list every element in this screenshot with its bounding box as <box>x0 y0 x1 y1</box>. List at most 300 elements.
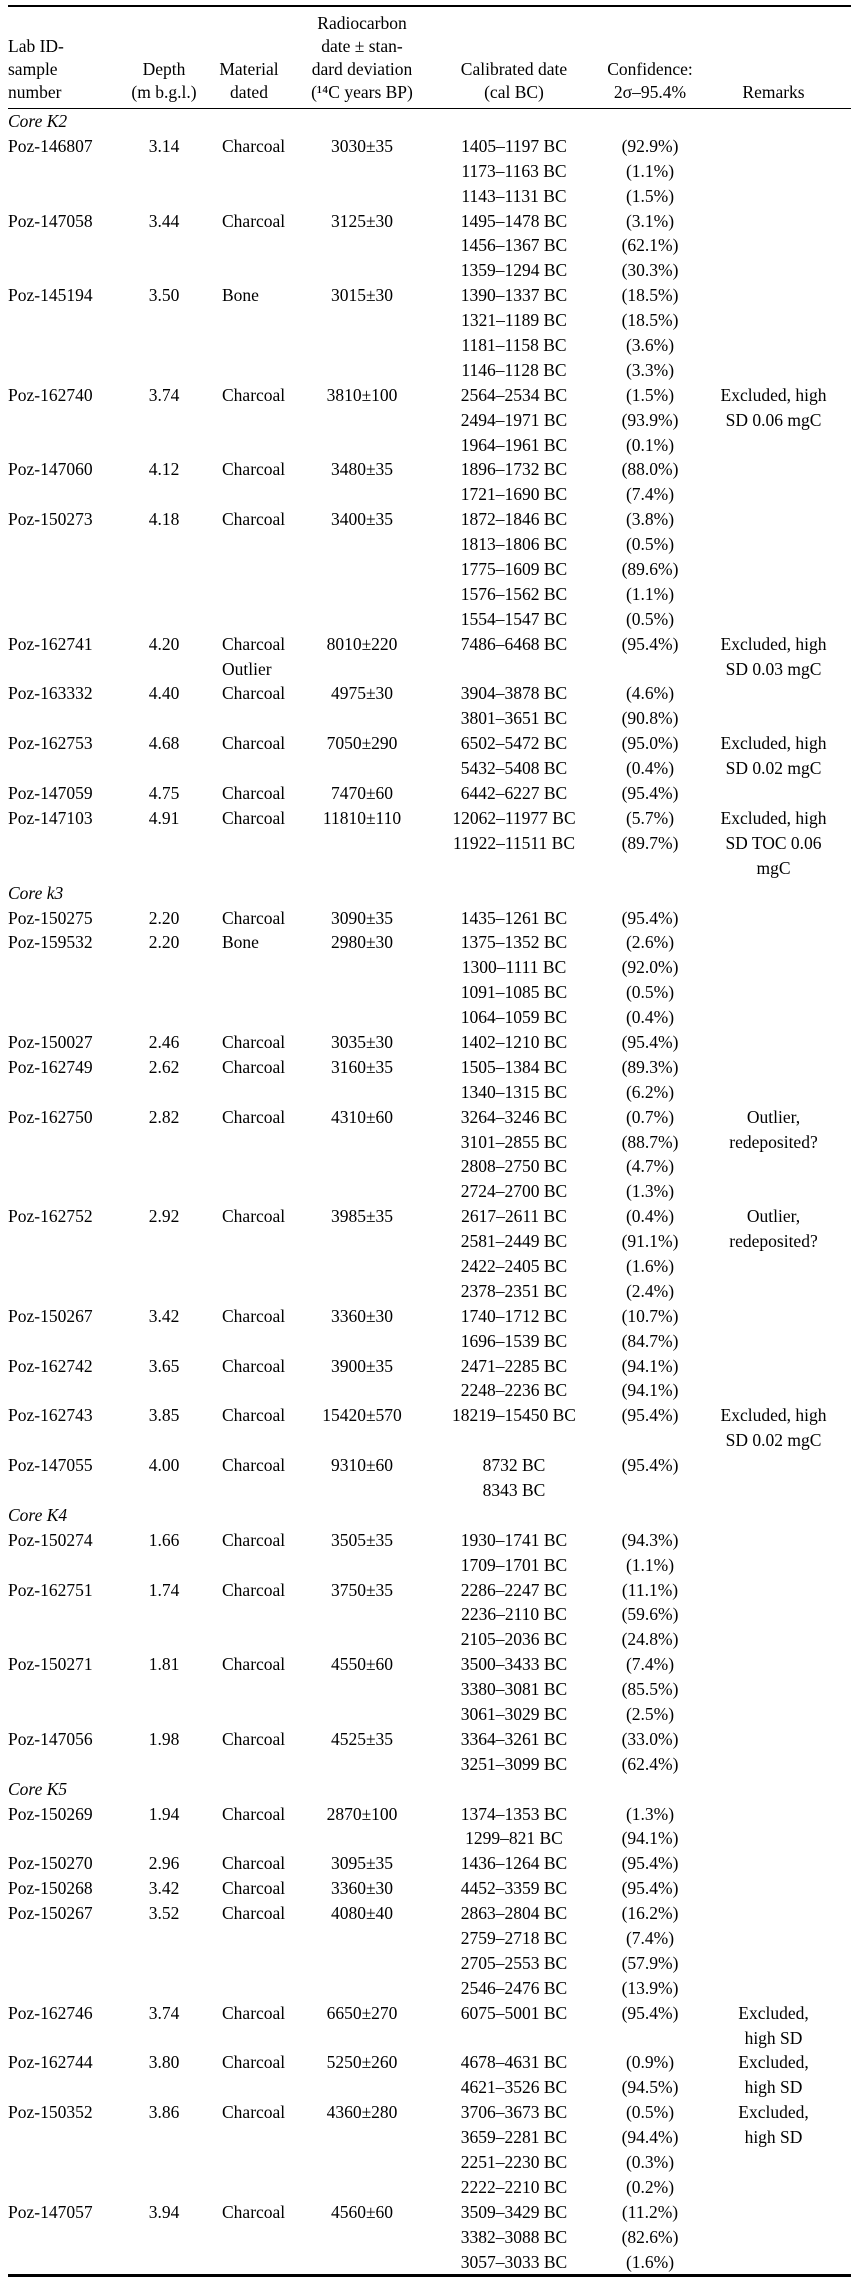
material-text <box>222 333 300 358</box>
calibrated-range-text: 6075–5001 BC <box>460 2002 568 2023</box>
header-line: 2σ–95.4% <box>613 82 687 102</box>
radiocarbon-date-text: 3030±35 <box>330 135 394 156</box>
lab-id-text <box>8 408 130 433</box>
section-row <box>8 1777 851 1802</box>
calibrated-date-cell <box>424 1851 604 1876</box>
radiocarbon-date-cell <box>300 1204 424 1304</box>
calibrated-range-text: 3380–3081 BC <box>460 1679 568 1700</box>
remarks-text <box>696 308 851 333</box>
confidence-text <box>604 657 696 682</box>
material-text <box>222 358 300 383</box>
material-text: Charcoal <box>222 1903 286 1924</box>
lab-id-cell <box>8 1105 130 1205</box>
calibrated-range-text: 1709–1701 BC <box>460 1554 568 1575</box>
material-cell <box>198 2001 300 2051</box>
lab-id-cell <box>8 1403 130 1453</box>
calibrated-range-text: 1721–1690 BC <box>460 484 568 505</box>
remarks-text: SD 0.06 mgC <box>725 409 822 430</box>
radiocarbon-date-text <box>300 1080 424 1105</box>
depth-text: 3.85 <box>148 1405 180 1426</box>
confidence-text: (0.5%) <box>625 608 675 629</box>
calibrated-date-cell <box>424 781 604 806</box>
depth-text <box>130 482 198 507</box>
depth-text: 4.00 <box>148 1455 180 1476</box>
calibrated-date-cell <box>424 681 604 731</box>
lab-id-text <box>8 358 130 383</box>
lab-id-text <box>8 1826 130 1851</box>
depth-text: 1.94 <box>148 1803 180 1824</box>
header-line: Depth <box>142 59 186 79</box>
material-text: Charcoal <box>222 2052 286 2073</box>
section-row <box>8 1503 851 1528</box>
lab-id-text <box>8 2175 130 2200</box>
radiocarbon-date-text <box>300 2075 424 2100</box>
material-cell <box>198 781 300 806</box>
lab-id-text <box>8 2075 130 2100</box>
radiocarbon-date-text <box>300 1553 424 1578</box>
calibrated-range-text <box>424 2026 604 2051</box>
sample-row <box>8 1851 851 1876</box>
remarks-text: Excluded, <box>738 2052 809 2073</box>
lab-id-text <box>8 233 130 258</box>
material-cell <box>198 1727 300 1777</box>
confidence-text: (89.3%) <box>621 1056 679 1077</box>
confidence-cell <box>604 2100 696 2200</box>
confidence-text: (7.4%) <box>625 1654 675 1675</box>
lab-id-cell <box>8 781 130 806</box>
calibrated-range-text: 2705–2553 BC <box>460 1952 568 1973</box>
confidence-cell <box>604 457 696 507</box>
material-text <box>222 184 300 209</box>
depth-cell <box>130 134 198 209</box>
material-text <box>222 2175 300 2200</box>
radiocarbon-date-cell <box>300 209 424 284</box>
lab-id-text: Poz-150027 <box>8 1031 93 1052</box>
remarks-text <box>696 706 851 731</box>
material-text: Charcoal <box>222 1031 286 1052</box>
material-text: Charcoal <box>222 783 286 804</box>
radiocarbon-date-text: 3505±35 <box>330 1529 394 1550</box>
depth-cell <box>130 1727 198 1777</box>
calibrated-range-text: 2564–2534 BC <box>460 384 568 405</box>
calibrated-range-text: 12062–11977 BC <box>452 807 576 828</box>
depth-text: 2.20 <box>148 907 180 928</box>
radiocarbon-date-text: 3035±30 <box>330 1031 394 1052</box>
lab-id-text: Poz-147059 <box>8 783 93 804</box>
material-text <box>222 955 300 980</box>
material-cell <box>198 1851 300 1876</box>
remarks-cell <box>696 930 851 1030</box>
confidence-text: (85.5%) <box>621 1679 679 1700</box>
lab-id-cell <box>8 2100 130 2200</box>
calibrated-range-text: 3659–2281 BC <box>460 2127 568 2148</box>
lab-id-text <box>8 184 130 209</box>
confidence-text: (4.7%) <box>625 1156 675 1177</box>
lab-id-cell <box>8 457 130 507</box>
lab-id-text <box>8 1279 130 1304</box>
calibrated-date-cell <box>424 283 604 383</box>
calibrated-range-text: 6502–5472 BC <box>460 733 568 754</box>
remarks-cell <box>696 2001 851 2051</box>
lab-id-text <box>8 1602 130 1627</box>
section-title-text: Core K4 <box>8 1504 68 1525</box>
section-title-text: Core K5 <box>8 1778 68 1799</box>
lab-id-text: Poz-162742 <box>8 1355 93 1376</box>
calibrated-date-cell <box>424 383 604 458</box>
depth-cell <box>130 2050 198 2100</box>
depth-text <box>130 1179 198 1204</box>
radiocarbon-date-cell <box>300 632 424 682</box>
radiocarbon-date-text: 8010±220 <box>326 633 398 654</box>
material-text <box>222 1627 300 1652</box>
confidence-cell <box>604 1727 696 1777</box>
radiocarbon-date-text <box>300 233 424 258</box>
remarks-text: Excluded, high <box>720 384 827 405</box>
lab-id-cell <box>8 2050 130 2100</box>
remarks-cell <box>696 1652 851 1727</box>
calibrated-range-text: 1696–1539 BC <box>460 1330 568 1351</box>
radiocarbon-date-text <box>300 358 424 383</box>
confidence-text: (89.6%) <box>621 559 679 580</box>
lab-id-cell <box>8 383 130 458</box>
sample-row <box>8 1030 851 1055</box>
confidence-text <box>604 856 696 881</box>
remarks-cell <box>696 1204 851 1304</box>
depth-text: 3.50 <box>148 285 180 306</box>
radiocarbon-date-text <box>300 955 424 980</box>
lab-id-text: Poz-150267 <box>8 1903 93 1924</box>
confidence-cell <box>604 1578 696 1653</box>
confidence-text: (0.5%) <box>625 534 675 555</box>
remarks-cell <box>696 2100 851 2200</box>
radiocarbon-date-text <box>300 756 424 781</box>
confidence-text: (94.1%) <box>621 1380 679 1401</box>
lab-id-cell <box>8 1901 130 2001</box>
remarks-text <box>696 582 851 607</box>
confidence-text: (18.5%) <box>621 310 679 331</box>
header-calibrated-date <box>424 6 604 109</box>
confidence-cell <box>604 1453 696 1503</box>
sample-row <box>8 906 851 931</box>
confidence-text: (62.4%) <box>621 1753 679 1774</box>
radiocarbon-date-text: 3750±35 <box>330 1579 394 1600</box>
calibrated-date-cell <box>424 906 604 931</box>
calibrated-date-cell <box>424 134 604 209</box>
calibrated-date-cell <box>424 507 604 631</box>
calibrated-range-text: 4621–3526 BC <box>460 2077 568 2098</box>
calibrated-range-text: 3057–3033 BC <box>460 2251 568 2272</box>
calibrated-date-cell <box>424 1876 604 1901</box>
calibrated-date-cell <box>424 1578 604 1653</box>
material-text: Charcoal <box>222 2102 286 2123</box>
material-text <box>222 532 300 557</box>
depth-text <box>130 856 198 881</box>
remarks-text <box>696 2225 851 2250</box>
material-text <box>222 1702 300 1727</box>
section-title-text: Core K2 <box>8 111 68 131</box>
remarks-cell <box>696 1901 851 2001</box>
depth-text <box>130 184 198 209</box>
depth-text <box>130 607 198 632</box>
radiocarbon-date-cell <box>300 1354 424 1404</box>
lab-id-cell <box>8 1204 130 1304</box>
remarks-cell <box>696 1727 851 1777</box>
radiocarbon-date-cell <box>300 1030 424 1055</box>
radiocarbon-date-cell <box>300 1901 424 2001</box>
calibrated-range-text: 1374–1353 BC <box>460 1803 568 1824</box>
depth-cell <box>130 1105 198 1205</box>
lab-id-text: Poz-163332 <box>8 683 93 704</box>
depth-text: 3.52 <box>148 1903 180 1924</box>
lab-id-text <box>8 2026 130 2051</box>
confidence-text: (3.1%) <box>625 210 675 231</box>
depth-text <box>130 557 198 582</box>
lab-id-text: Poz-150275 <box>8 907 93 928</box>
header-line: Material <box>219 59 279 79</box>
calibrated-range-text: 1321–1189 BC <box>461 310 567 331</box>
calibrated-range-text: 3500–3433 BC <box>460 1654 568 1675</box>
lab-id-cell <box>8 906 130 931</box>
depth-text: 3.74 <box>148 2002 180 2023</box>
remarks-text: redeposited? <box>729 1231 818 1252</box>
depth-cell <box>130 1204 198 1304</box>
confidence-text: (7.4%) <box>625 1928 675 1949</box>
confidence-text: (0.4%) <box>625 758 675 779</box>
depth-text: 1.66 <box>148 1529 180 1550</box>
confidence-text: (95.4%) <box>621 633 679 654</box>
radiocarbon-date-cell <box>300 2200 424 2276</box>
sample-row <box>8 781 851 806</box>
calibrated-date-cell <box>424 1802 604 1852</box>
remarks-text <box>696 532 851 557</box>
confidence-text: (90.8%) <box>621 708 679 729</box>
depth-cell <box>130 1453 198 1503</box>
depth-text: 1.81 <box>148 1654 180 1675</box>
sample-row <box>8 1453 851 1503</box>
radiocarbon-date-text <box>300 980 424 1005</box>
sample-row <box>8 283 851 383</box>
depth-text <box>130 2225 198 2250</box>
header-line: Lab ID- <box>8 36 64 56</box>
calibrated-range-text: 1064–1059 BC <box>460 1007 568 1028</box>
lab-id-text: Poz-162753 <box>8 733 93 754</box>
depth-cell <box>130 457 198 507</box>
material-text: Charcoal <box>222 384 286 405</box>
material-text <box>222 2225 300 2250</box>
confidence-text: (0.2%) <box>625 2176 675 2197</box>
lab-id-text <box>8 2250 130 2275</box>
material-text: Charcoal <box>222 807 286 828</box>
lab-id-text <box>8 1752 130 1777</box>
lab-id-text <box>8 258 130 283</box>
remarks-cell <box>696 2200 851 2276</box>
remarks-text <box>696 233 851 258</box>
calibrated-date-cell <box>424 1105 604 1205</box>
material-cell <box>198 1403 300 1453</box>
material-cell <box>198 906 300 931</box>
radiocarbon-date-text <box>300 532 424 557</box>
material-cell <box>198 1876 300 1901</box>
lab-id-text <box>8 1130 130 1155</box>
lab-id-text <box>8 657 130 682</box>
remarks-text <box>696 1677 851 1702</box>
material-text: Charcoal <box>222 210 286 231</box>
depth-cell <box>130 2200 198 2276</box>
calibrated-date-cell <box>424 2200 604 2276</box>
lab-id-text: Poz-162752 <box>8 1206 93 1227</box>
radiocarbon-date-text <box>300 2175 424 2200</box>
radiocarbon-date-text <box>300 333 424 358</box>
material-text <box>222 159 300 184</box>
remarks-text <box>696 1752 851 1777</box>
calibrated-date-cell <box>424 2050 604 2100</box>
lab-id-text: Poz-147058 <box>8 210 93 231</box>
radiocarbon-date-cell <box>300 2050 424 2100</box>
depth-cell <box>130 1851 198 1876</box>
depth-text <box>130 1702 198 1727</box>
lab-id-text <box>8 1951 130 1976</box>
calibrated-range-text: 2471–2285 BC <box>460 1355 568 1376</box>
radiocarbon-date-text: 3125±30 <box>330 210 394 231</box>
confidence-text: (94.1%) <box>621 1355 679 1376</box>
confidence-text <box>604 1478 696 1503</box>
radiocarbon-date-text <box>300 2026 424 2051</box>
lab-id-text <box>8 2150 130 2175</box>
material-cell <box>198 1030 300 1055</box>
radiocarbon-date-text: 3015±30 <box>330 285 394 306</box>
material-text <box>222 756 300 781</box>
confidence-text: (4.6%) <box>625 683 675 704</box>
radiocarbon-date-cell <box>300 906 424 931</box>
confidence-text: (0.9%) <box>625 2052 675 2073</box>
table-body <box>8 109 851 2276</box>
depth-text: 1.98 <box>148 1728 180 1749</box>
calibrated-date-cell <box>424 1304 604 1354</box>
calibrated-range-text: 1375–1352 BC <box>460 932 568 953</box>
material-text: Charcoal <box>222 1355 286 1376</box>
remarks-text <box>696 1652 851 1677</box>
sample-row <box>8 632 851 682</box>
calibrated-range-text: 1405–1197 BC <box>461 135 567 156</box>
radiocarbon-date-text <box>300 1478 424 1503</box>
calibrated-date-cell <box>424 930 604 1030</box>
calibrated-range-text: 1964–1961 BC <box>460 434 568 455</box>
remarks-text: Excluded, high <box>720 807 827 828</box>
sample-row <box>8 1652 851 1727</box>
remarks-cell <box>696 1528 851 1578</box>
confidence-text: (57.9%) <box>621 1952 679 1973</box>
radiocarbon-date-text: 7470±60 <box>330 783 394 804</box>
depth-text <box>130 1080 198 1105</box>
calibrated-range-text: 3251–3099 BC <box>460 1753 568 1774</box>
remarks-cell <box>696 1030 851 1055</box>
remarks-text <box>696 681 851 706</box>
confidence-text: (95.4%) <box>621 1455 679 1476</box>
calibrated-date-cell <box>424 632 604 682</box>
material-text: Charcoal <box>222 1106 286 1127</box>
remarks-text <box>696 1453 851 1478</box>
remarks-text <box>696 209 851 234</box>
header-lab-id <box>8 6 130 109</box>
lab-id-text: Poz-145194 <box>8 285 93 306</box>
material-cell <box>198 2050 300 2100</box>
radiocarbon-date-text: 6650±270 <box>326 2002 398 2023</box>
lab-id-text <box>8 1627 130 1652</box>
calibrated-range-text: 7486–6468 BC <box>460 633 568 654</box>
confidence-cell <box>604 383 696 458</box>
depth-text <box>130 980 198 1005</box>
remarks-text: SD 0.03 mgC <box>725 658 822 679</box>
calibrated-range-text: 2422–2405 BC <box>460 1255 568 1276</box>
radiocarbon-date-text <box>300 2125 424 2150</box>
lab-id-text <box>8 308 130 333</box>
radiocarbon-date-cell <box>300 1453 424 1503</box>
depth-text <box>130 1826 198 1851</box>
lab-id-text: Poz-162751 <box>8 1579 93 1600</box>
calibrated-range-text: 4678–4631 BC <box>460 2052 568 2073</box>
material-cell <box>198 283 300 383</box>
depth-cell <box>130 1578 198 1653</box>
calibrated-range-text: 2286–2247 BC <box>460 1579 568 1600</box>
depth-text: 2.62 <box>148 1056 180 1077</box>
material-text <box>222 2250 300 2275</box>
calibrated-range-text: 2236–2110 BC <box>461 1604 567 1625</box>
sample-row <box>8 930 851 1030</box>
radiocarbon-date-text <box>300 184 424 209</box>
depth-cell <box>130 283 198 383</box>
header-material <box>198 6 300 109</box>
radiocarbon-date-text <box>300 607 424 632</box>
confidence-text: (11.2%) <box>621 2201 679 2222</box>
calibrated-range-text: 1340–1315 BC <box>460 1081 568 1102</box>
material-cell <box>198 383 300 458</box>
radiocarbon-date-cell <box>300 507 424 631</box>
radiocarbon-date-text: 3360±30 <box>330 1305 394 1326</box>
confidence-cell <box>604 1528 696 1578</box>
depth-text <box>130 756 198 781</box>
calibrated-range-text: 18219–15450 BC <box>452 1405 576 1426</box>
remarks-text <box>696 781 851 806</box>
lab-id-text <box>8 1154 130 1179</box>
remarks-text <box>696 1851 851 1876</box>
depth-cell <box>130 1354 198 1404</box>
calibrated-range-text: 1091–1085 BC <box>460 982 568 1003</box>
remarks-text: Excluded, <box>738 2002 809 2023</box>
radiocarbon-date-text <box>300 2250 424 2275</box>
material-text: Charcoal <box>222 1654 286 1675</box>
material-text: Charcoal <box>222 1206 286 1227</box>
confidence-text: (94.1%) <box>621 1828 679 1849</box>
material-text <box>222 1005 300 1030</box>
sample-row <box>8 1304 851 1354</box>
lab-id-cell <box>8 209 130 284</box>
confidence-cell <box>604 1403 696 1453</box>
material-text: Charcoal <box>222 1853 286 1874</box>
remarks-text <box>696 2250 851 2275</box>
material-text <box>222 408 300 433</box>
lab-id-text: Poz-150273 <box>8 509 93 530</box>
calibrated-range-text: 4452–3359 BC <box>460 1878 568 1899</box>
radiocarbon-date-text <box>300 1752 424 1777</box>
material-text <box>222 1329 300 1354</box>
radiocarbon-date-cell <box>300 1304 424 1354</box>
radiocarbon-date-text: 15420±570 <box>322 1405 402 1426</box>
radiocarbon-date-text <box>300 1627 424 1652</box>
radiocarbon-date-cell <box>300 1105 424 1205</box>
remarks-text <box>696 1080 851 1105</box>
calibrated-range-text: 3061–3029 BC <box>460 1704 568 1724</box>
remarks-cell <box>696 1578 851 1653</box>
